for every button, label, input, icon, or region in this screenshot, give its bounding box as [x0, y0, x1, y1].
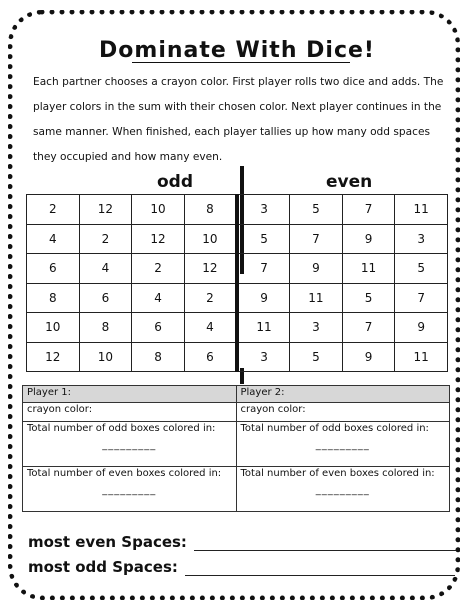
player1-label: Player 1:	[23, 386, 237, 403]
even-side-cell: 7	[237, 254, 290, 284]
odd-side-cell: 2	[132, 254, 185, 284]
even-side-cell: 5	[237, 224, 290, 254]
even-side-cell: 9	[342, 224, 395, 254]
odd-side-cell: 12	[132, 224, 185, 254]
odd-side-cell: 2	[79, 224, 132, 254]
odd-boxes-label: Total number of odd boxes colored in:	[240, 423, 429, 434]
even-side-cell: 3	[395, 224, 448, 254]
even-side-cell: 9	[395, 313, 448, 343]
odd-side-cell: 6	[79, 283, 132, 313]
even-side-cell: 7	[290, 224, 343, 254]
even-side-cell: 7	[395, 283, 448, 313]
odd-side-cell: 6	[184, 342, 237, 372]
player2-even-count	[236, 467, 450, 512]
odd-heading: odd	[157, 172, 194, 192]
even-side-cell: 5	[290, 195, 343, 225]
worksheet-title: Dominate With Dice!	[99, 38, 375, 63]
number-grid	[26, 194, 448, 372]
odd-side-cell: 10	[132, 195, 185, 225]
odd-side-cell: 6	[27, 254, 80, 284]
even-side-cell: 7	[342, 195, 395, 225]
player1-crayon-color: crayon color:	[23, 403, 237, 422]
odd-side-cell: 10	[27, 313, 80, 343]
most-even-answer-line	[194, 550, 456, 551]
odd-side-cell: 2	[27, 195, 80, 225]
most-odd-row	[28, 558, 455, 576]
title-underline	[132, 62, 350, 63]
answer-blank: _________	[102, 485, 157, 496]
grid-row	[27, 342, 448, 372]
player1-even-count	[23, 467, 237, 512]
even-side-cell: 11	[290, 283, 343, 313]
even-side-cell: 11	[395, 195, 448, 225]
grid-row	[27, 195, 448, 225]
answer-blank: _________	[102, 440, 157, 451]
odd-side-cell: 2	[184, 283, 237, 313]
player2-label: Player 2:	[236, 386, 450, 403]
even-boxes-label: Total number of even boxes colored in:	[27, 468, 222, 479]
odd-side-cell: 10	[79, 342, 132, 372]
grid-row	[27, 254, 448, 284]
odd-side-cell: 12	[184, 254, 237, 284]
even-side-cell: 5	[395, 254, 448, 284]
odd-side-cell: 4	[184, 313, 237, 343]
odd-side-cell: 12	[79, 195, 132, 225]
even-boxes-label: Total number of even boxes colored in:	[240, 468, 435, 479]
odd-side-cell: 8	[132, 342, 185, 372]
even-side-cell: 9	[290, 254, 343, 284]
even-side-cell: 3	[237, 195, 290, 225]
odd-side-cell: 6	[132, 313, 185, 343]
odd-side-cell: 10	[184, 224, 237, 254]
odd-side-cell: 8	[27, 283, 80, 313]
player1-odd-count	[23, 422, 237, 467]
even-heading: even	[326, 172, 373, 192]
grid-row	[27, 283, 448, 313]
answer-blank: _________	[315, 440, 370, 451]
player2-crayon-color: crayon color:	[236, 403, 450, 422]
grid-row	[27, 313, 448, 343]
even-side-cell: 11	[237, 313, 290, 343]
odd-side-cell: 4	[27, 224, 80, 254]
player2-odd-count	[236, 422, 450, 467]
odd-side-cell: 4	[79, 254, 132, 284]
grid-row	[27, 224, 448, 254]
even-side-cell: 3	[237, 342, 290, 372]
odd-boxes-label: Total number of odd boxes colored in:	[27, 423, 216, 434]
even-side-cell: 9	[342, 342, 395, 372]
directions-text: Each partner chooses a crayon color. First player rolls two dice and adds. The player colors in the sum with their chosen color. Next player continues in the same manner. When finished, each player tallies up how many odd spaces they occupied and how many even.	[33, 76, 444, 163]
even-side-cell: 5	[342, 283, 395, 313]
even-side-cell: 11	[395, 342, 448, 372]
answer-blank: _________	[315, 485, 370, 496]
odd-side-cell: 4	[132, 283, 185, 313]
most-odd-answer-line	[185, 575, 455, 576]
even-side-cell: 5	[290, 342, 343, 372]
odd-side-cell: 12	[27, 342, 80, 372]
most-even-label: most even Spaces:	[28, 533, 187, 551]
most-odd-label: most odd Spaces:	[28, 558, 178, 576]
even-side-cell: 9	[237, 283, 290, 313]
even-side-cell: 7	[342, 313, 395, 343]
even-side-cell: 3	[290, 313, 343, 343]
most-even-row	[28, 533, 456, 551]
player-tally-table	[22, 385, 450, 512]
odd-side-cell: 8	[184, 195, 237, 225]
odd-side-cell: 8	[79, 313, 132, 343]
even-side-cell: 11	[342, 254, 395, 284]
